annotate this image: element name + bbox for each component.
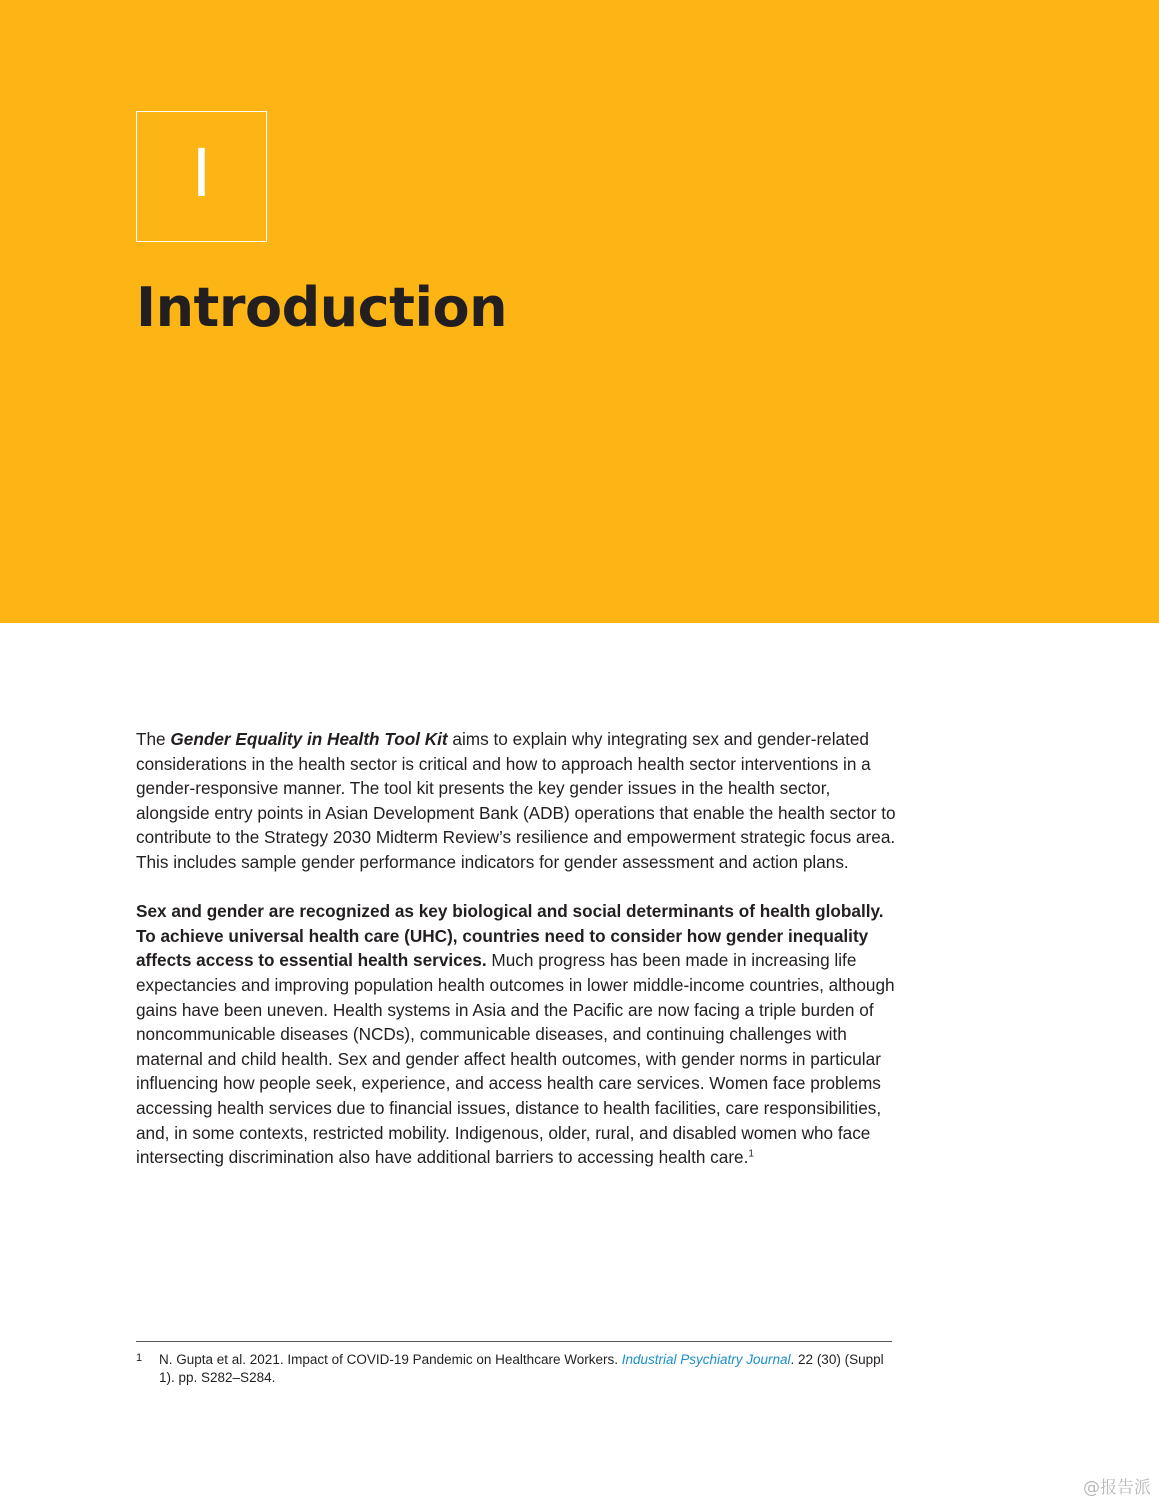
intro-paragraph-2 [136, 899, 896, 1170]
footnote-divider [136, 1341, 892, 1342]
intro-paragraph-1 [136, 727, 896, 875]
footnote-text [159, 1351, 892, 1387]
journal-link[interactable]: Industrial Psychiatry Journal [621, 1352, 791, 1367]
chapter-banner [0, 0, 1159, 623]
p2-bold-lead: Sex and gender are recognized as key biological and social determinants of health globally. To achieve universal health care (UHC), countries need to consider how gender inequality affects access to essential health services. [136, 901, 884, 971]
p2-rest: Much progress has been made in increasing life expectancies and improving population health outcomes in lower middle-income countries, although gains have been uneven. Health systems in Asia and the Pacific are now facing a triple burden of noncommunicable diseases (NCDs), communicable diseases, and continuing challenges with maternal and child health. Sex and gender affect health outcomes, with gender norms in particular influencing how people seek, experience, and access health care services. Women face problems accessing health services due to financial issues, distance to health facilities, care responsibilities, and, in some contexts, restricted mobility. Indigenous, older, rural, and disabled women who face intersecting discrimination also have additional barriers to accessing health care. [136, 950, 895, 1168]
chapter-number-box [136, 111, 267, 242]
watermark: @报告派 [1083, 1478, 1151, 1498]
body-text [136, 727, 896, 1194]
page-title: Introduction [136, 276, 508, 339]
p1-rest: aims to explain why integrating sex and gender-related considerations in the health sector is critical and how to approach health sector interventions in a gender-responsive manner. The tool kit presents the key gender issues in the health sector, alongside entry points in Asian Development Bank (ADB) operations that enable the health sector to contribute to the Strategy 2030 Midterm Review’s resilience and empowerment strategic focus area. This includes sample gender performance indicators for gender assessment and action plans. [136, 729, 896, 872]
toolkit-title: Gender Equality in Health Tool Kit [170, 729, 448, 749]
footnote [136, 1351, 892, 1387]
footnote-number: 1 [136, 1352, 143, 1364]
footnote-text-after: . 22 (30) (Suppl 1). pp. S282–S284. [159, 1352, 884, 1385]
footnote-reference[interactable]: 1 [748, 1148, 754, 1160]
p1-start: The [136, 729, 171, 749]
chapter-numeral: I [191, 134, 212, 212]
footnote-text-before: N. Gupta et al. 2021. Impact of COVID-19 Pandemic on Healthcare Workers. [159, 1352, 622, 1367]
